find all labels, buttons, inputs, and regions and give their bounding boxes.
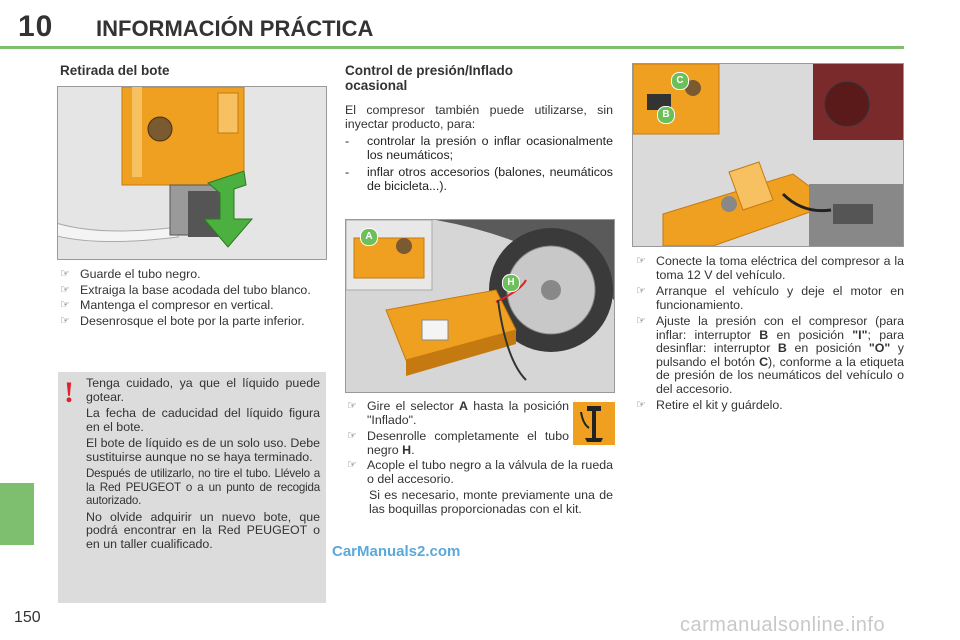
pointing-hand-icon: ☞ bbox=[60, 283, 70, 296]
chapter-side-tab bbox=[0, 483, 34, 545]
section-title-control-line1: Control de presión/Inflado bbox=[345, 63, 513, 78]
car-jack-drawing bbox=[573, 402, 615, 445]
pointing-hand-icon: ☞ bbox=[636, 399, 646, 411]
compressor-wheel-drawing bbox=[346, 220, 614, 392]
chapter-title: INFORMACIÓN PRÁCTICA bbox=[96, 16, 374, 41]
list-item: ☞ Desenrolle completamente el tubo negro H. bbox=[347, 429, 569, 457]
callout-label-b: B bbox=[657, 106, 675, 124]
pointing-hand-icon: ☞ bbox=[636, 255, 646, 267]
pointing-hand-icon: ☞ bbox=[636, 315, 646, 327]
warning-paragraph: Tenga cuidado, ya que el líquido puede gotear. bbox=[86, 376, 320, 404]
watermark-manualsonline: carmanualsonline.info bbox=[680, 614, 886, 636]
car-jack-icon bbox=[573, 402, 615, 445]
pointing-hand-icon: ☞ bbox=[347, 400, 357, 412]
list-item: ☞ Mantenga el compresor en vertical. bbox=[60, 298, 274, 312]
warning-exclamation-icon: ! bbox=[64, 376, 74, 409]
pointing-hand-icon: ☞ bbox=[60, 314, 70, 327]
section-title-control-line2: ocasional bbox=[345, 78, 408, 93]
header-rule bbox=[0, 46, 904, 49]
pointing-hand-icon: ☞ bbox=[347, 430, 357, 442]
list-item: ☞ Extraiga la base acodada del tubo blanco. bbox=[60, 282, 311, 297]
pointing-hand-icon: ☞ bbox=[60, 268, 70, 280]
list-item: ☞ Desenrosque el bote por la parte inferior. bbox=[60, 313, 305, 328]
list-item: ☞ Gire el selector A hasta la posición "Inflado". bbox=[347, 399, 569, 427]
step-note: Si es necesario, monte previamente una de las boquillas proporcionadas con el kit. bbox=[369, 488, 613, 516]
warning-paragraph: No olvide adquirir un nuevo bote, que podrá encontrar en la Red PEUGEOT o en un taller cualificado. bbox=[86, 509, 320, 551]
warning-paragraph: El bote de líquido es de un solo uso. Debe sustituirse aunque no se haya terminado. bbox=[86, 436, 320, 464]
intro-paragraph: El compresor también puede utilizarse, sin inyectar producto, para: bbox=[345, 103, 613, 131]
callout-label-h: H bbox=[502, 274, 520, 292]
chapter-number: 10 bbox=[18, 10, 54, 43]
bottle-removal-illustration bbox=[57, 86, 327, 260]
compressor-switch-drawing bbox=[633, 64, 903, 246]
callout-label-c: C bbox=[671, 72, 689, 90]
pointing-hand-icon: ☞ bbox=[347, 459, 357, 471]
pointing-hand-icon: ☞ bbox=[636, 285, 646, 297]
warning-paragraph: Después de utilizarlo, no tire el tubo. Llévelo a la Red PEUGEOT o a un punto de recogida autorizado. bbox=[86, 467, 320, 507]
list-item: - controlar la presión o inflar ocasionalmente los neumáticos; bbox=[345, 134, 613, 162]
compressor-switch-illustration bbox=[632, 63, 904, 247]
page-number: 150 bbox=[14, 609, 41, 626]
list-item: ☞ Acople el tubo negro a la válvula de la rueda o del accesorio. bbox=[347, 458, 613, 486]
list-item: ☞ Retire el kit y guárdelo. bbox=[636, 398, 783, 412]
list-item: ☞ Ajuste la presión con el compresor (para inflar: interruptor B en posición "I"; para desinflar: interruptor B en posición "O" y pulsando el botón C), conforme a la etiqueta de presión de los neumáticos del vehículo o del accesorio. bbox=[636, 314, 904, 396]
compressor-wheel-illustration bbox=[345, 219, 615, 393]
list-item: ☞ Guarde el tubo negro. bbox=[60, 267, 201, 281]
list-item: - inflar otros accesorios (balones, neumáticos de bicicleta...). bbox=[345, 165, 613, 193]
list-item: ☞ Conecte la toma eléctrica del compresor a la toma 12 V del vehículo. bbox=[636, 254, 904, 282]
pointing-hand-icon: ☞ bbox=[60, 299, 70, 311]
warning-text bbox=[86, 377, 320, 554]
section-title-retirada: Retirada del bote bbox=[60, 63, 170, 78]
warning-paragraph: La fecha de caducidad del líquido figura en el bote. bbox=[86, 406, 320, 434]
watermark-carmanuals: CarManuals2.com bbox=[332, 543, 461, 560]
bottle-removal-drawing bbox=[58, 87, 326, 259]
list-item: ☞ Arranque el vehículo y deje el motor en funcionamiento. bbox=[636, 284, 904, 312]
callout-label-a: A bbox=[360, 228, 378, 246]
